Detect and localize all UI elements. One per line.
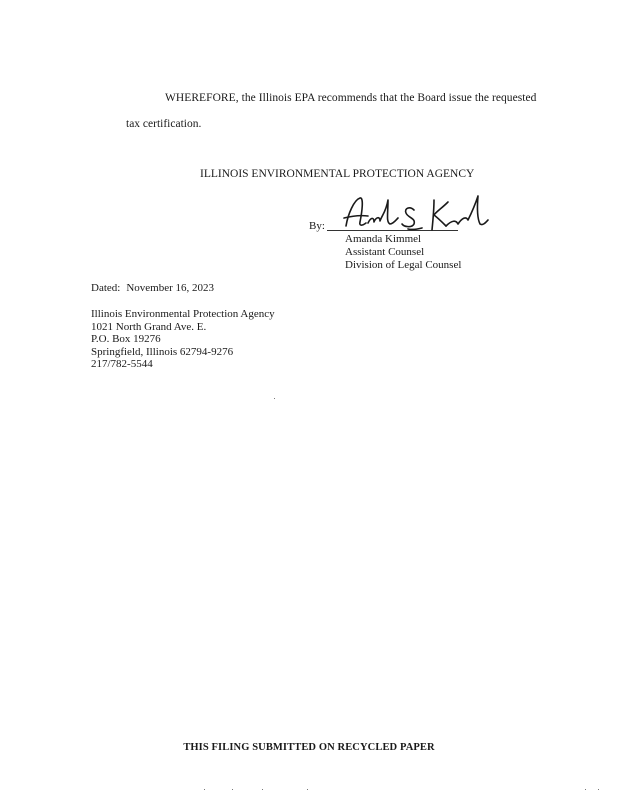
body-paragraph-line-1: WHEREFORE, the Illinois EPA recommends that the Board issue the requested xyxy=(165,92,537,104)
agency-heading: ILLINOIS ENVIRONMENTAL PROTECTION AGENCY xyxy=(200,168,475,180)
scan-speck xyxy=(232,789,233,790)
scan-speck xyxy=(204,789,205,790)
scan-speck xyxy=(307,789,308,790)
dated-date: November 16, 2023 xyxy=(126,282,215,294)
address-line-4: Springfield, Illinois 62794-9276 xyxy=(91,345,234,358)
signer-block xyxy=(345,233,461,272)
handwritten-signature xyxy=(338,190,493,238)
by-label: By: xyxy=(309,220,325,232)
scan-speck xyxy=(585,789,586,790)
dated-line xyxy=(91,282,214,294)
address-line-3: P.O. Box 19276 xyxy=(91,333,161,345)
signer-name: Amanda Kimmel xyxy=(345,233,422,245)
scan-speck xyxy=(274,398,275,399)
address-line-2: 1021 North Grand Ave. E. xyxy=(91,320,207,333)
recycled-paper-footer: THIS FILING SUBMITTED ON RECYCLED PAPER xyxy=(183,742,435,753)
dated-label: Dated: xyxy=(91,282,121,294)
scan-speck xyxy=(262,789,263,790)
scan-speck xyxy=(598,789,599,790)
address-line-1: Illinois Environmental Protection Agency xyxy=(91,308,275,320)
agency-address xyxy=(91,308,275,371)
body-paragraph-line-2: tax certification. xyxy=(126,118,202,130)
signer-division: Division of Legal Counsel xyxy=(345,259,462,271)
address-line-5: 217/782-5544 xyxy=(91,358,153,370)
signer-title: Assistant Counsel xyxy=(345,246,425,258)
